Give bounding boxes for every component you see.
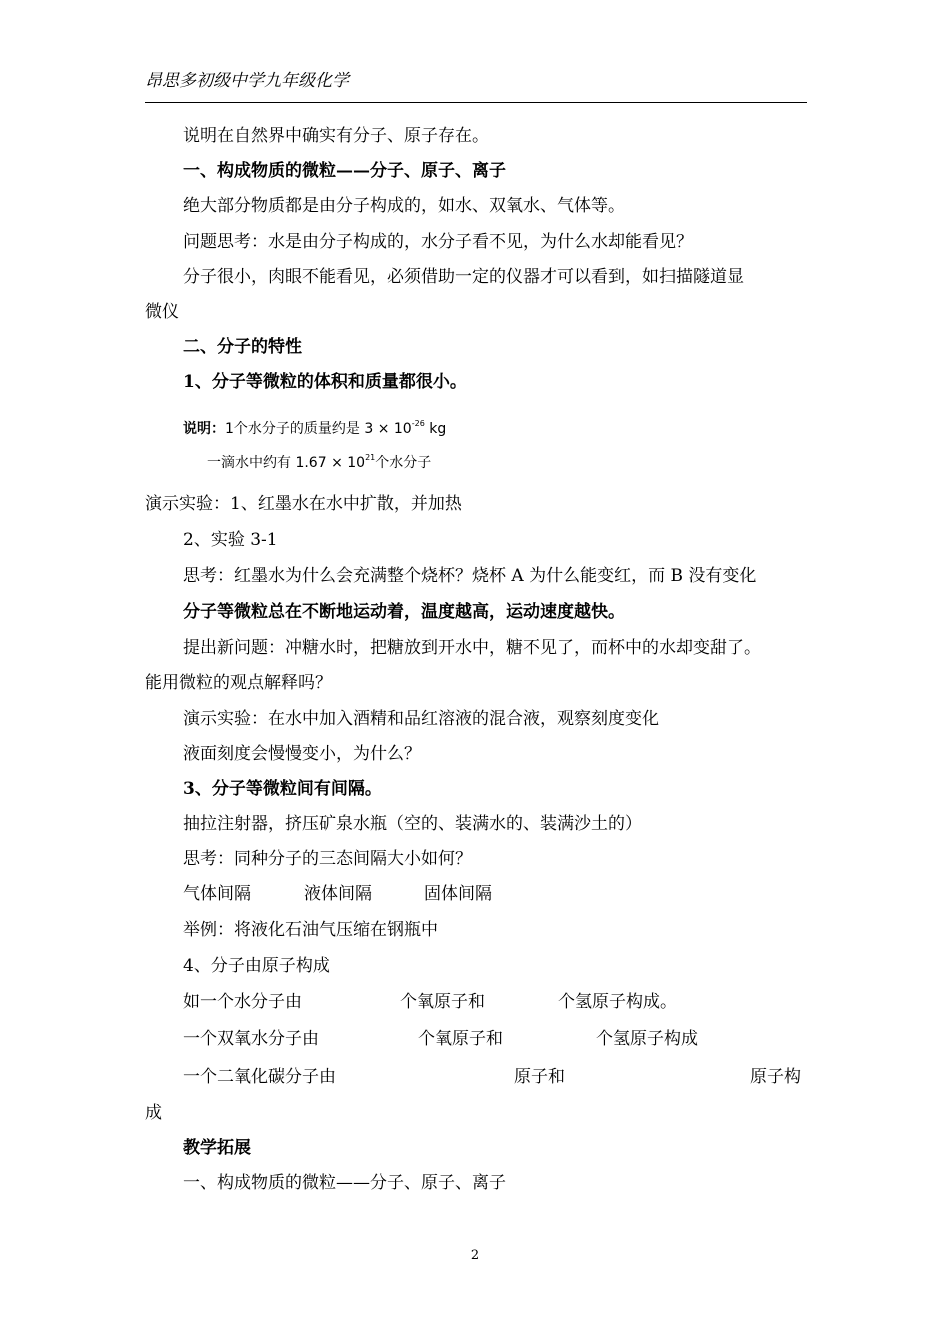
- note-text: 1个水分子的质量约是 3 × 10: [225, 421, 412, 437]
- subsection-heading: 4、分子由原子构成: [183, 956, 330, 976]
- note-line: [207, 447, 431, 474]
- note-unit: kg: [424, 421, 447, 437]
- note-label: 说明：: [183, 421, 225, 437]
- text-line: 问题思考：水是由分子构成的，水分子看不见，为什么水却能看见？: [183, 232, 693, 252]
- text-line: 绝大部分物质都是由分子构成的，如水、双氧水、气体等。: [183, 196, 625, 216]
- text-line: 液面刻度会慢慢变小，为什么？: [183, 744, 421, 764]
- text-line: 思考：同种分子的三态间隔大小如何？: [183, 849, 472, 869]
- text-line: 微仪: [145, 302, 179, 322]
- text-line: 提出新问题：冲糖水时，把糖放到开水中，糖不见了，而杯中的水却变甜了。: [183, 638, 761, 658]
- header-rule: [145, 102, 807, 103]
- text-line: 思考：红墨水为什么会充满整个烧杯？烧杯 A 为什么能变红，而 B 没有变化: [183, 566, 757, 586]
- fill-blank-text: 原子和: [514, 1067, 565, 1087]
- note-line: [183, 413, 446, 440]
- gap-label-solid: 固体间隔: [424, 884, 492, 904]
- subsection-heading: 3、分子等微粒间有间隔。: [183, 779, 382, 799]
- note-text: 一滴水中约有 1.67 × 10: [207, 455, 366, 471]
- text-line: 说明在自然界中确实有分子、原子存在。: [183, 126, 489, 146]
- subsection-heading: 1、分子等微粒的体积和质量都很小。: [183, 372, 467, 392]
- text-line: 抽拉注射器，挤压矿泉水瓶（空的、装满水的、装满沙土的）: [183, 814, 642, 834]
- fill-blank-text: 一个双氧水分子由: [183, 1029, 319, 1049]
- text-line: 分子很小，肉眼不能看见，必须借助一定的仪器才可以看到，如扫描隧道显: [183, 267, 744, 287]
- text-line: 演示实验：在水中加入酒精和品红溶液的混合液，观察刻度变化: [183, 709, 659, 729]
- gap-label-liquid: 液体间隔: [304, 884, 372, 904]
- fill-blank-text: 原子构: [750, 1067, 801, 1087]
- section-heading: 教学拓展: [183, 1138, 251, 1158]
- text-line: 一、构成物质的微粒——分子、原子、离子: [183, 1173, 506, 1193]
- gap-label-gas: 气体间隔: [183, 884, 251, 904]
- fill-blank-text: 个氧原子和: [400, 992, 485, 1012]
- section-heading: 二、分子的特性: [183, 337, 302, 357]
- note-tail: 个水分子: [375, 455, 432, 471]
- note-exponent: 21: [365, 453, 376, 462]
- note-exponent: -26: [411, 419, 425, 428]
- fill-blank-text: 如一个水分子由: [183, 992, 302, 1012]
- page-header-title: 昂思多初级中学九年级化学: [145, 71, 349, 91]
- text-line: 能用微粒的观点解释吗？: [145, 673, 332, 693]
- fill-blank-text: 一个二氧化碳分子由: [183, 1067, 336, 1087]
- fill-blank-text: 个氢原子构成。: [558, 992, 677, 1012]
- fill-blank-text: 个氢原子构成: [596, 1029, 698, 1049]
- text-line: 演示实验：1、红墨水在水中扩散，并加热: [145, 494, 462, 514]
- fill-blank-text: 个氧原子和: [418, 1029, 503, 1049]
- key-statement: 分子等微粒总在不断地运动着，温度越高，运动速度越快。: [183, 602, 625, 622]
- page-number: 2: [470, 1248, 480, 1263]
- section-heading: 一、构成物质的微粒——分子、原子、离子: [183, 161, 506, 181]
- text-line: 举例：将液化石油气压缩在钢瓶中: [183, 920, 438, 940]
- fill-blank-text: 成: [145, 1103, 162, 1123]
- text-line: 2、实验 3-1: [183, 530, 278, 550]
